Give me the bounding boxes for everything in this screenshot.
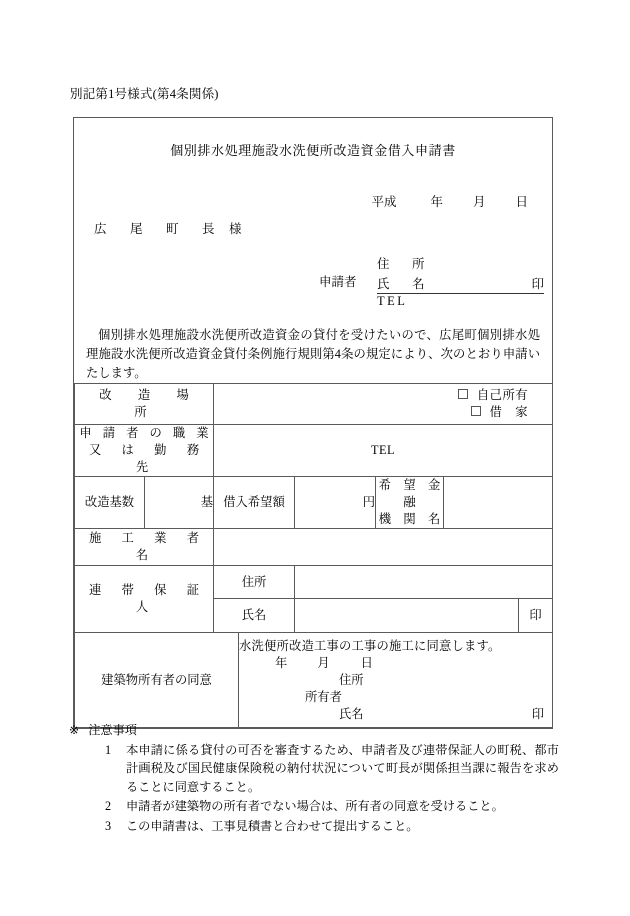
units-value-cell[interactable] [145, 477, 214, 529]
date-line [371, 192, 528, 210]
ownership-option-owned[interactable] [214, 387, 528, 404]
note-item-text: この申請書は、工事見積書と合わせて提出すること。 [126, 818, 419, 833]
note-item-text: 申請者が建築物の所有者でない場合は、所有者の同意を受けること。 [126, 799, 504, 813]
bank-label-line2: 機 関 名 [378, 512, 441, 526]
checkbox-icon[interactable] [458, 389, 468, 399]
guarantor-address-label: 住所 [214, 566, 295, 599]
note-item [69, 741, 559, 797]
ownership-rented-label: 借 家 [489, 405, 529, 419]
applicant-label: 申請者 [319, 275, 357, 289]
bank-value-cell[interactable] [444, 477, 553, 529]
bank-label-line1: 希 望 金 融 [378, 478, 453, 509]
owner-consent-label: 建築物所有者の同意 [75, 633, 239, 728]
units-unit-label: 基 [200, 495, 213, 509]
table-row-contractor [75, 529, 553, 566]
owner-consent-name-label: 氏名 [339, 706, 364, 721]
owner-consent-address-label: 住所 [339, 672, 364, 687]
owner-consent-statement: 水洗便所改造工事の工事の施工に同意します。 [239, 638, 501, 653]
addressee-honorific: 様 [229, 222, 242, 236]
checkbox-icon[interactable] [471, 406, 481, 416]
addressee [94, 219, 242, 237]
units-label: 改造基数 [75, 477, 145, 529]
renovation-site-value-cell[interactable] [214, 384, 553, 425]
loan-amount-currency: 円 [362, 495, 375, 509]
applicant-name-row [377, 274, 544, 294]
ownership-owned-label: 自己所有 [476, 388, 529, 402]
occupation-label [75, 425, 220, 477]
ownership-option-rented[interactable] [214, 404, 528, 421]
owner-consent-month-unit: 月 [317, 655, 330, 670]
table-row-owner-consent [75, 633, 553, 728]
application-form-box [73, 117, 553, 729]
addressee-name: 広 尾 町 長 [94, 222, 221, 236]
occupation-tel-label: TEL [371, 443, 396, 457]
applicant-address-label: 住 所 [377, 257, 430, 271]
year-unit: 年 [430, 195, 443, 209]
era-label: 平成 [371, 195, 397, 209]
table-row-guarantor-address [75, 566, 553, 599]
note-mark-icon: ※ [69, 723, 80, 737]
contractor-value-cell[interactable] [214, 529, 553, 566]
owner-consent-year-unit: 年 [275, 655, 288, 670]
guarantor-name-value-cell[interactable] [295, 599, 519, 633]
table-row-units-amount-bank [75, 477, 553, 529]
note-item [69, 817, 559, 836]
table-row-renovation-site [75, 384, 553, 425]
body-paragraph-text: 個別排水処理施設水洗便所改造資金の貸付を受けたいので、広尾町個別排水処理施設水洗便所改造資金貸付条例施行規則第4条の規定により、次のとおり申請いたします。 [86, 328, 540, 380]
guarantor-name-label: 氏名 [214, 599, 295, 633]
contractor-label: 施 工 業 者 名 [75, 529, 214, 566]
note-item [69, 797, 559, 816]
owner-consent-name-line [239, 706, 552, 723]
renovation-site-label: 改 造 場 所 [75, 384, 214, 425]
occupation-value-cell[interactable] [214, 425, 553, 477]
owner-consent-value-cell[interactable] [239, 633, 553, 728]
note-item-number: 3 [105, 818, 112, 833]
owner-consent-date-line [239, 655, 552, 672]
bank-label [376, 477, 453, 529]
owner-consent-seal-label: 印 [531, 706, 545, 721]
loan-amount-label: 借入希望額 [214, 477, 295, 529]
guarantor-seal-label: 印 [519, 599, 553, 633]
month-unit: 月 [472, 195, 486, 209]
form-header-area [74, 118, 552, 383]
table-row-occupation [75, 425, 553, 477]
notes-section [69, 721, 559, 835]
occupation-label-line1: 申 請 者 の 職 業 [79, 426, 213, 440]
applicant-seal-label: 印 [531, 277, 544, 291]
applicant-tel-label: TEL [377, 294, 408, 308]
loan-amount-value-cell[interactable] [295, 477, 376, 529]
form-number: 別記第1号様式(第4条関係) [70, 87, 219, 101]
note-item-number: 1 [105, 742, 112, 757]
owner-consent-day-unit: 日 [360, 655, 373, 670]
notes-heading [69, 721, 559, 740]
applicant-name-label: 氏 名 [377, 277, 430, 291]
note-item-number: 2 [105, 799, 112, 813]
owner-consent-owner-label: 所有者 [305, 689, 342, 704]
applicant-address-row [377, 254, 544, 274]
applicant-tel-row [377, 294, 544, 314]
page-title: 個別排水処理施設水洗便所改造資金借入申請書 [170, 143, 456, 158]
note-item-text: 本申請に係る貸付の可否を審査するため、申請者及び連帯保証人の町税、都市計画税及び国民健康保険税の納付状況について町長が関係担当課に報告を求めることに同意すること。 [126, 742, 559, 794]
form-table [74, 383, 553, 728]
body-paragraph [86, 326, 540, 383]
day-unit: 日 [515, 195, 528, 209]
occupation-label-line2: 又 は 勤 務 先 [88, 443, 220, 474]
notes-heading-text: 注意事項 [88, 723, 137, 737]
ownership-options [214, 387, 552, 421]
guarantor-address-value-cell[interactable] [295, 566, 553, 599]
applicant-fields [377, 254, 544, 314]
guarantor-label: 連 帯 保 証 人 [75, 566, 214, 633]
